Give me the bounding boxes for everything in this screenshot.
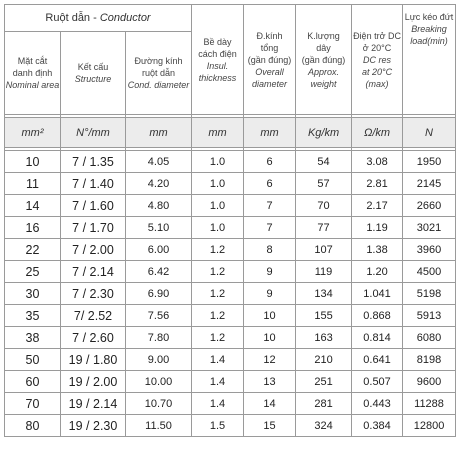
table-cell: 155: [296, 305, 352, 327]
table-cell: 1.4: [192, 349, 244, 371]
table-row: [5, 305, 456, 327]
table-cell: 0.868: [352, 305, 403, 327]
table-cell: 50: [5, 349, 61, 371]
table-cell: 0.507: [352, 371, 403, 393]
unit-cell: N: [403, 118, 456, 148]
col-header-nominal-area: Mặt cắt danh định Nominal area: [5, 32, 61, 115]
table-header: [5, 5, 456, 115]
table-cell: 7 / 2.60: [61, 327, 126, 349]
unit-cell: mm: [126, 118, 192, 148]
table-row: [5, 393, 456, 415]
table-cell: 10: [244, 305, 296, 327]
table-cell: 7 / 2.14: [61, 261, 126, 283]
table-cell: 2.17: [352, 195, 403, 217]
unit-cell: N°/mm: [61, 118, 126, 148]
table-row: [5, 173, 456, 195]
table-cell: 70: [5, 393, 61, 415]
table-cell: 1.2: [192, 305, 244, 327]
table-row: [5, 349, 456, 371]
table-cell: 16: [5, 217, 61, 239]
table-cell: 6.90: [126, 283, 192, 305]
table-cell: 0.814: [352, 327, 403, 349]
table-cell: 10.70: [126, 393, 192, 415]
table-cell: 10.00: [126, 371, 192, 393]
table-cell: 7: [244, 195, 296, 217]
cable-spec-table-wrapper: [4, 4, 456, 437]
table-row: [5, 151, 456, 173]
table-cell: 4.20: [126, 173, 192, 195]
table-cell: 1.4: [192, 393, 244, 415]
table-cell: 1.2: [192, 261, 244, 283]
col-header-structure: Kết cấu Structure: [61, 32, 126, 115]
table-cell: 7 / 2.30: [61, 283, 126, 305]
table-cell: 11.50: [126, 415, 192, 437]
table-cell: 7.80: [126, 327, 192, 349]
units-row: [5, 118, 456, 148]
table-cell: 1.19: [352, 217, 403, 239]
table-cell: 6.42: [126, 261, 192, 283]
table-cell: 1.38: [352, 239, 403, 261]
unit-cell: mm²: [5, 118, 61, 148]
table-cell: 119: [296, 261, 352, 283]
table-cell: 9600: [403, 371, 456, 393]
table-cell: 1.0: [192, 151, 244, 173]
table-cell: 1.041: [352, 283, 403, 305]
table-cell: 0.443: [352, 393, 403, 415]
conductor-group-label-en: Conductor: [99, 12, 151, 24]
table-cell: 4.80: [126, 195, 192, 217]
table-cell: 7 / 1.70: [61, 217, 126, 239]
table-cell: 19 / 2.30: [61, 415, 126, 437]
table-cell: 7.56: [126, 305, 192, 327]
col-header-insulation: Bề dày cách điện Insul. thickness: [192, 5, 244, 115]
table-cell: 251: [296, 371, 352, 393]
table-cell: 9: [244, 261, 296, 283]
col-header-overall-diameter: Đ.kính tổng (gần đúng) Overall diameter: [244, 5, 296, 115]
table-cell: 5913: [403, 305, 456, 327]
table-row: [5, 239, 456, 261]
table-cell: 1.2: [192, 283, 244, 305]
table-cell: 1.0: [192, 195, 244, 217]
table-cell: 5198: [403, 283, 456, 305]
table-row: [5, 217, 456, 239]
table-cell: 8: [244, 239, 296, 261]
table-cell: 2660: [403, 195, 456, 217]
conductor-group-label: Ruột dẫn: [45, 12, 91, 24]
table-cell: 9: [244, 283, 296, 305]
table-cell: 0.384: [352, 415, 403, 437]
table-cell: 19 / 2.14: [61, 393, 126, 415]
table-cell: 1.0: [192, 217, 244, 239]
table-cell: 281: [296, 393, 352, 415]
table-body: [5, 115, 456, 151]
unit-cell: mm: [192, 118, 244, 148]
table-cell: 6: [244, 173, 296, 195]
table-cell: 35: [5, 305, 61, 327]
table-cell: 5.10: [126, 217, 192, 239]
table-cell: 60: [5, 371, 61, 393]
table-cell: 8198: [403, 349, 456, 371]
unit-cell: mm: [244, 118, 296, 148]
table-row: [5, 195, 456, 217]
table-cell: 3021: [403, 217, 456, 239]
table-cell: 10: [5, 151, 61, 173]
table-cell: 3.08: [352, 151, 403, 173]
data-rows: [5, 151, 456, 437]
table-cell: 22: [5, 239, 61, 261]
table-cell: 4.05: [126, 151, 192, 173]
table-cell: 70: [296, 195, 352, 217]
table-cell: 77: [296, 217, 352, 239]
table-cell: 12800: [403, 415, 456, 437]
unit-cell: Kg/km: [296, 118, 352, 148]
col-header-dc-resistance: Điện trở DC ở 20°C DC res at 20°C (max): [352, 5, 403, 115]
table-cell: 25: [5, 261, 61, 283]
table-cell: 7 / 1.35: [61, 151, 126, 173]
table-cell: 1950: [403, 151, 456, 173]
table-cell: 12: [244, 349, 296, 371]
table-cell: 6080: [403, 327, 456, 349]
table-row: [5, 283, 456, 305]
table-row: [5, 327, 456, 349]
table-row: [5, 415, 456, 437]
table-cell: 7 / 1.40: [61, 173, 126, 195]
col-header-weight: K.lượng dây (gần đúng) Approx. weight: [296, 5, 352, 115]
col-header-breaking-load: Lực kéo đứt Breaking load(min): [403, 5, 456, 115]
table-cell: 4500: [403, 261, 456, 283]
table-cell: 7 / 1.60: [61, 195, 126, 217]
table-cell: 6: [244, 151, 296, 173]
table-cell: 6.00: [126, 239, 192, 261]
table-cell: 14: [5, 195, 61, 217]
table-cell: 13: [244, 371, 296, 393]
table-cell: 134: [296, 283, 352, 305]
table-cell: 1.4: [192, 371, 244, 393]
table-cell: 210: [296, 349, 352, 371]
table-cell: 11288: [403, 393, 456, 415]
table-cell: 19 / 2.00: [61, 371, 126, 393]
table-cell: 2145: [403, 173, 456, 195]
table-cell: 11: [5, 173, 61, 195]
table-cell: 9.00: [126, 349, 192, 371]
table-cell: 7/ 2.52: [61, 305, 126, 327]
table-cell: 57: [296, 173, 352, 195]
table-cell: 3960: [403, 239, 456, 261]
table-cell: 10: [244, 327, 296, 349]
table-cell: 107: [296, 239, 352, 261]
table-cell: 1.0: [192, 173, 244, 195]
table-cell: 1.20: [352, 261, 403, 283]
table-cell: 1.5: [192, 415, 244, 437]
cable-spec-table: [4, 4, 456, 437]
table-cell: 163: [296, 327, 352, 349]
table-cell: 80: [5, 415, 61, 437]
table-cell: 324: [296, 415, 352, 437]
table-row: [5, 261, 456, 283]
col-header-cond-diameter: Đường kính ruột dẫn Cond. diameter: [126, 32, 192, 115]
table-cell: 1.2: [192, 239, 244, 261]
table-cell: 30: [5, 283, 61, 305]
unit-cell: Ω/km: [352, 118, 403, 148]
table-cell: 54: [296, 151, 352, 173]
table-cell: 7: [244, 217, 296, 239]
table-cell: 7 / 2.00: [61, 239, 126, 261]
table-cell: 2.81: [352, 173, 403, 195]
table-cell: 38: [5, 327, 61, 349]
table-cell: 19 / 1.80: [61, 349, 126, 371]
table-cell: 15: [244, 415, 296, 437]
table-cell: 1.2: [192, 327, 244, 349]
table-cell: 14: [244, 393, 296, 415]
conductor-group-header: Ruột dẫn - Conductor: [5, 5, 192, 32]
table-cell: 0.641: [352, 349, 403, 371]
table-row: [5, 371, 456, 393]
